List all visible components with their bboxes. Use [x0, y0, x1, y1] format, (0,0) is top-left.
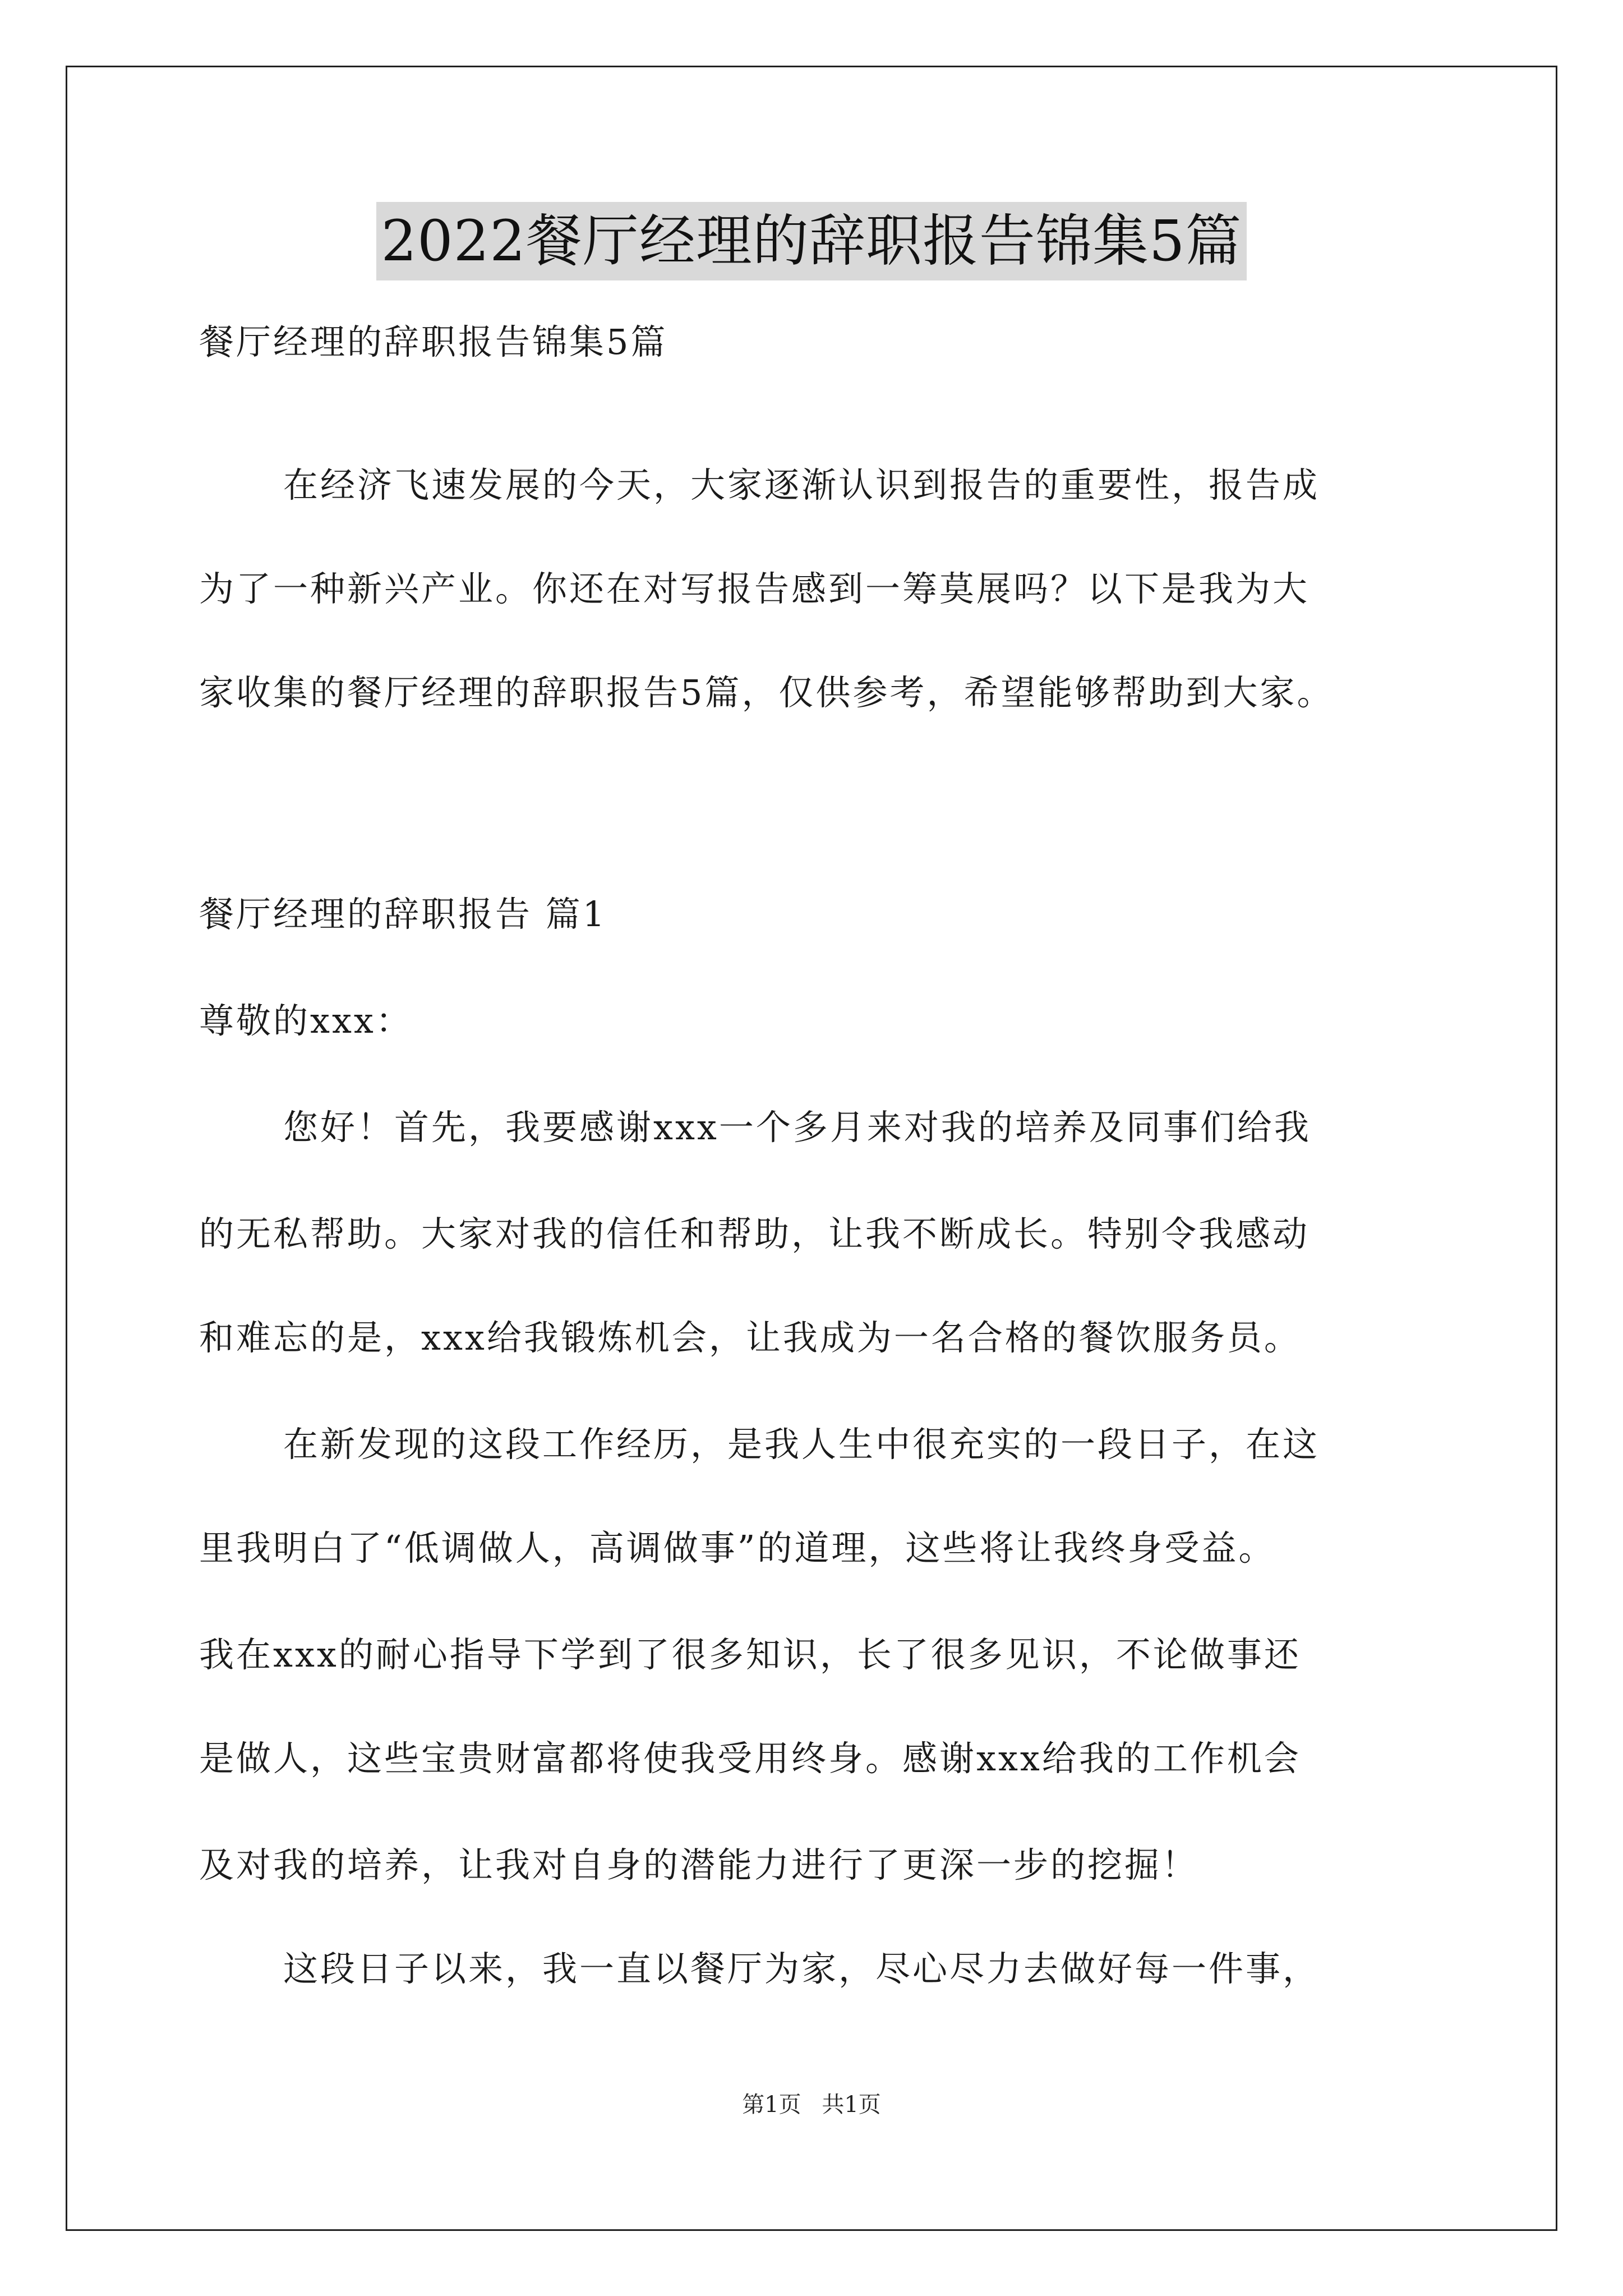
document-subtitle: 餐厅经理的辞职报告锦集5篇 [199, 321, 668, 362]
intro-line-1: 在经济飞速发展的今天，大家逐渐认识到报告的重要性，报告成 [283, 464, 1320, 505]
body-line-4: 在新发现的这段工作经历，是我人生中很充实的一段日子，在这 [283, 1424, 1320, 1465]
body-line-2: 的无私帮助。大家对我的信任和帮助，让我不断成长。特别令我感动 [199, 1213, 1310, 1254]
body-line-6: 我在xxx的耐心指导下学到了很多知识，长了很多见识，不论做事还 [199, 1634, 1301, 1675]
intro-line-3: 家收集的餐厅经理的辞职报告5篇，仅供参考，希望能够帮助到大家。 [199, 672, 1334, 713]
section-heading: 餐厅经理的辞职报告 篇1 [199, 894, 607, 935]
salutation: 尊敬的xxx： [199, 1000, 413, 1041]
page-footer [0, 2087, 1623, 2119]
body-line-9: 这段日子以来，我一直以餐厅为家，尽心尽力去做好每一件事， [283, 1948, 1320, 1989]
body-line-5: 里我明白了“低调做人，高调做事”的道理，这些将让我终身受益。 [199, 1527, 1276, 1568]
body-line-8: 及对我的培养，让我对自身的潜能力进行了更深一步的挖掘！ [199, 1844, 1199, 1885]
page-number: 第1页 [742, 2092, 801, 2118]
document-title: 2022餐厅经理的辞职报告锦集5篇 [376, 202, 1246, 280]
body-line-3: 和难忘的是，xxx给我锻炼机会，让我成为一名合格的餐饮服务员。 [199, 1317, 1301, 1358]
title-container [0, 202, 1623, 280]
body-line-1: 您好！首先，我要感谢xxx一个多月来对我的培养及同事们给我 [283, 1107, 1311, 1148]
intro-line-2: 为了一种新兴产业。你还在对写报告感到一筹莫展吗？以下是我为大 [199, 568, 1310, 609]
total-pages: 共1页 [822, 2092, 881, 2118]
body-line-7: 是做人，这些宝贵财富都将使我受用终身。感谢xxx给我的工作机会 [199, 1738, 1301, 1779]
